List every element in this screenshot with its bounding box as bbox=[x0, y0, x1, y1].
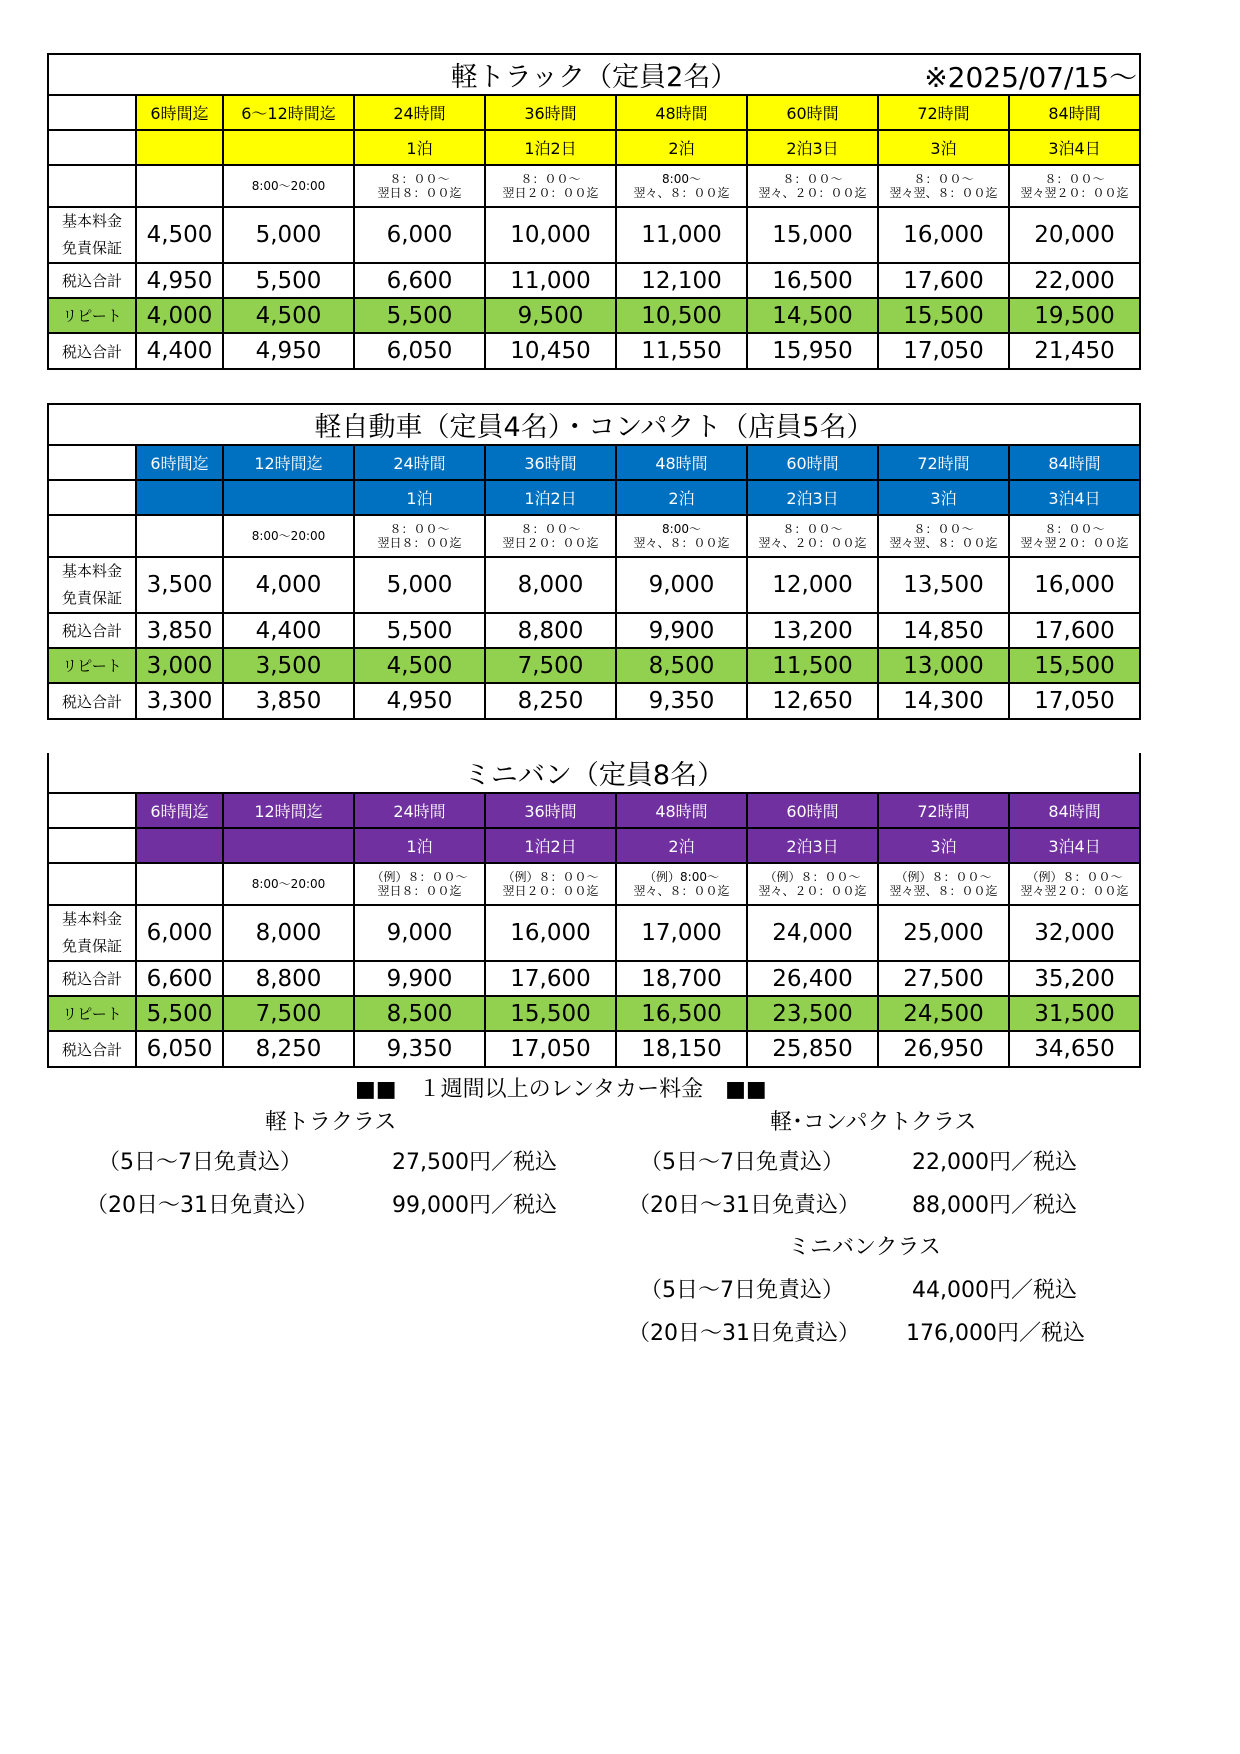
nights-cell bbox=[136, 480, 223, 515]
repeat-price: 14,500 bbox=[747, 298, 878, 333]
duration-header: 60時間 bbox=[747, 793, 878, 828]
tax-total-price: 6,600 bbox=[354, 263, 485, 298]
base-price: 24,000 bbox=[747, 905, 878, 961]
time-range-cell bbox=[1009, 515, 1140, 557]
tax-total-price: 17,600 bbox=[1009, 613, 1140, 648]
time-range-start: ８：００～ bbox=[1044, 522, 1105, 536]
time-range-cell bbox=[485, 165, 616, 207]
time-range-end: 翌々翌、８：００迄 bbox=[889, 536, 998, 550]
tax-total-price: 9,900 bbox=[354, 961, 485, 996]
time-range-start: （例）８：００～ bbox=[895, 870, 992, 884]
time-range-start: ８：００～ bbox=[782, 172, 843, 186]
repeat-tax-total-price: 4,400 bbox=[136, 333, 223, 369]
tax-total-price: 5,500 bbox=[354, 613, 485, 648]
time-range-cell bbox=[223, 863, 354, 905]
weekly-rates-title: ■■ １週間以上のレンタカー料金 ■■ bbox=[355, 1077, 767, 1102]
tax-total-price: 22,000 bbox=[1009, 263, 1140, 298]
time-range-start: （例）８：００～ bbox=[764, 870, 861, 884]
time-range-cell bbox=[878, 863, 1009, 905]
weekly-truck-label-2: （20日～31日免責込） bbox=[86, 1193, 318, 1218]
duration-header: 48時間 bbox=[616, 95, 747, 130]
table-title: ミニバン（定員8名） bbox=[463, 760, 725, 791]
repeat-tax-total-price: 14,300 bbox=[878, 683, 1009, 719]
repeat-price: 19,500 bbox=[1009, 298, 1140, 333]
nights-cell: 1泊 bbox=[354, 480, 485, 515]
repeat-price: 7,500 bbox=[485, 648, 616, 683]
duration-header: 24時間 bbox=[354, 445, 485, 480]
repeat-price: 8,500 bbox=[616, 648, 747, 683]
duration-header: 60時間 bbox=[747, 95, 878, 130]
tax-total-price: 12,100 bbox=[616, 263, 747, 298]
duration-header: 24時間 bbox=[354, 793, 485, 828]
duration-header: 84時間 bbox=[1009, 445, 1140, 480]
base-price: 4,000 bbox=[223, 557, 354, 613]
nights-cell: 1泊2日 bbox=[485, 828, 616, 863]
nights-cell bbox=[223, 828, 354, 863]
repeat-price: 4,000 bbox=[136, 298, 223, 333]
repeat-price: 15,500 bbox=[878, 298, 1009, 333]
nights-cell: 3泊 bbox=[878, 828, 1009, 863]
repeat-tax-total-price: 6,050 bbox=[136, 1031, 223, 1067]
time-range-cell bbox=[1009, 165, 1140, 207]
tax-total-price: 8,800 bbox=[223, 961, 354, 996]
repeat-tax-total-price: 21,450 bbox=[1009, 333, 1140, 369]
time-range-start: 8:00～ bbox=[662, 522, 701, 536]
times-blank-cell bbox=[48, 515, 136, 557]
time-range-cell bbox=[878, 515, 1009, 557]
time-range-cell bbox=[354, 165, 485, 207]
time-range-cell bbox=[136, 165, 223, 207]
nights-cell: 3泊4日 bbox=[1009, 130, 1140, 165]
kei-truck-rate-table bbox=[47, 53, 1141, 370]
duration-header: 60時間 bbox=[747, 445, 878, 480]
tax-total-price: 17,600 bbox=[485, 961, 616, 996]
repeat-price: 16,500 bbox=[616, 996, 747, 1031]
repeat-tax-total-price: 6,050 bbox=[354, 333, 485, 369]
repeat-price: 4,500 bbox=[354, 648, 485, 683]
time-range-start: ８：００～ bbox=[782, 522, 843, 536]
tax-total-price: 17,600 bbox=[878, 263, 1009, 298]
repeat-label: リピート bbox=[48, 648, 136, 683]
weekly-compact-price-1: 22,000円／税込 bbox=[912, 1150, 1077, 1175]
weekly-compact-price-2: 88,000円／税込 bbox=[912, 1193, 1077, 1218]
repeat-tax-total-label: 税込合計 bbox=[48, 1031, 136, 1067]
time-range-end: 翌日２０：００迄 bbox=[502, 186, 599, 200]
tax-total-price: 14,850 bbox=[878, 613, 1009, 648]
base-price: 5,000 bbox=[223, 207, 354, 263]
base-price: 16,000 bbox=[485, 905, 616, 961]
waiver-label: 免責保証 bbox=[61, 589, 122, 607]
time-range-start: ８：００～ bbox=[520, 172, 581, 186]
time-range-end: 翌々、８：００迄 bbox=[633, 186, 730, 200]
time-range-start: （例）８：００～ bbox=[502, 870, 599, 884]
nights-cell: 3泊4日 bbox=[1009, 480, 1140, 515]
weekly-truck-class: 軽トラクラス bbox=[265, 1110, 397, 1135]
tax-total-price: 8,800 bbox=[485, 613, 616, 648]
header-blank-cell bbox=[48, 95, 136, 130]
time-range-cell bbox=[354, 863, 485, 905]
times-blank-cell bbox=[48, 863, 136, 905]
weekly-truck-price-1: 27,500円／税込 bbox=[392, 1150, 557, 1175]
table-title-cell bbox=[48, 54, 1140, 95]
time-range-cell bbox=[747, 515, 878, 557]
table-title-cell bbox=[48, 753, 1140, 793]
base-price: 13,500 bbox=[878, 557, 1009, 613]
repeat-tax-total-price: 26,950 bbox=[878, 1031, 1009, 1067]
time-range-end: 翌々、８：００迄 bbox=[633, 536, 730, 550]
time-range-start: 8:00～20:00 bbox=[251, 877, 326, 891]
nights-cell: 2泊3日 bbox=[747, 828, 878, 863]
repeat-price: 10,500 bbox=[616, 298, 747, 333]
tax-total-price: 26,400 bbox=[747, 961, 878, 996]
base-price: 15,000 bbox=[747, 207, 878, 263]
repeat-tax-total-price: 3,300 bbox=[136, 683, 223, 719]
tax-total-price: 35,200 bbox=[1009, 961, 1140, 996]
duration-header: 84時間 bbox=[1009, 95, 1140, 130]
duration-header: 6時間迄 bbox=[136, 445, 223, 480]
weekly-minivan-class: ミニバンクラス bbox=[788, 1235, 941, 1260]
nights-cell: 1泊2日 bbox=[485, 130, 616, 165]
duration-header: 48時間 bbox=[616, 445, 747, 480]
tax-total-price: 3,850 bbox=[136, 613, 223, 648]
time-range-end: 翌日２０：００迄 bbox=[502, 884, 599, 898]
repeat-tax-total-price: 3,850 bbox=[223, 683, 354, 719]
base-price: 20,000 bbox=[1009, 207, 1140, 263]
nights-cell: 2泊 bbox=[616, 828, 747, 863]
repeat-tax-total-price: 4,950 bbox=[354, 683, 485, 719]
nights-cell: 3泊 bbox=[878, 480, 1009, 515]
time-range-start: ８：００～ bbox=[389, 522, 450, 536]
nights-cell: 1泊 bbox=[354, 130, 485, 165]
base-price: 6,000 bbox=[354, 207, 485, 263]
time-range-start: ８：００～ bbox=[520, 522, 581, 536]
repeat-tax-total-price: 18,150 bbox=[616, 1031, 747, 1067]
time-range-start: （例）８：００～ bbox=[371, 870, 468, 884]
time-range-cell bbox=[878, 165, 1009, 207]
base-price: 16,000 bbox=[878, 207, 1009, 263]
duration-header: 6時間迄 bbox=[136, 95, 223, 130]
time-range-end: 翌々、２０：００迄 bbox=[758, 186, 867, 200]
time-range-cell bbox=[485, 515, 616, 557]
time-range-start: 8:00～20:00 bbox=[251, 179, 326, 193]
time-range-cell bbox=[136, 863, 223, 905]
time-range-cell bbox=[136, 515, 223, 557]
time-range-cell bbox=[616, 515, 747, 557]
repeat-tax-total-price: 17,050 bbox=[878, 333, 1009, 369]
nights-cell bbox=[223, 130, 354, 165]
weekly-truck-label-1: （5日～7日免責込） bbox=[98, 1150, 302, 1175]
time-range-end: 翌々翌２０：００迄 bbox=[1020, 186, 1129, 200]
base-price-label bbox=[48, 905, 136, 961]
base-price: 16,000 bbox=[1009, 557, 1140, 613]
duration-header: 48時間 bbox=[616, 793, 747, 828]
duration-header: 72時間 bbox=[878, 445, 1009, 480]
base-label: 基本料金 bbox=[61, 212, 122, 230]
tax-total-label: 税込合計 bbox=[48, 961, 136, 996]
repeat-tax-total-price: 17,050 bbox=[485, 1031, 616, 1067]
repeat-price: 15,500 bbox=[1009, 648, 1140, 683]
base-price: 9,000 bbox=[616, 557, 747, 613]
nights-blank-cell bbox=[48, 828, 136, 863]
repeat-price: 8,500 bbox=[354, 996, 485, 1031]
repeat-tax-total-price: 8,250 bbox=[223, 1031, 354, 1067]
repeat-tax-total-price: 25,850 bbox=[747, 1031, 878, 1067]
time-range-start: 8:00～ bbox=[662, 172, 701, 186]
time-range-cell bbox=[747, 863, 878, 905]
repeat-tax-total-price: 12,650 bbox=[747, 683, 878, 719]
tax-total-label: 税込合計 bbox=[48, 613, 136, 648]
nights-cell: 2泊 bbox=[616, 130, 747, 165]
repeat-price: 4,500 bbox=[223, 298, 354, 333]
weekly-compact-class: 軽･コンパクトクラス bbox=[770, 1110, 977, 1135]
nights-cell bbox=[136, 828, 223, 863]
repeat-price: 15,500 bbox=[485, 996, 616, 1031]
tax-total-price: 4,950 bbox=[136, 263, 223, 298]
time-range-end: 翌々、８：００迄 bbox=[633, 884, 730, 898]
time-range-end: 翌日８：００迄 bbox=[377, 884, 462, 898]
duration-header: 36時間 bbox=[485, 95, 616, 130]
repeat-label: リピート bbox=[48, 996, 136, 1031]
duration-header: 6時間迄 bbox=[136, 793, 223, 828]
repeat-tax-total-price: 17,050 bbox=[1009, 683, 1140, 719]
repeat-tax-total-label: 税込合計 bbox=[48, 333, 136, 369]
time-range-cell bbox=[223, 165, 354, 207]
base-price: 12,000 bbox=[747, 557, 878, 613]
repeat-price: 5,500 bbox=[354, 298, 485, 333]
nights-blank-cell bbox=[48, 480, 136, 515]
time-range-cell bbox=[616, 863, 747, 905]
base-price: 8,000 bbox=[223, 905, 354, 961]
duration-header: 12時間迄 bbox=[223, 793, 354, 828]
tax-total-price: 18,700 bbox=[616, 961, 747, 996]
repeat-tax-total-price: 11,550 bbox=[616, 333, 747, 369]
nights-blank-cell bbox=[48, 130, 136, 165]
base-label: 基本料金 bbox=[61, 910, 122, 928]
weekly-minivan-label-2: （20日～31日免責込） bbox=[628, 1321, 860, 1346]
base-price: 25,000 bbox=[878, 905, 1009, 961]
duration-header: 12時間迄 bbox=[223, 445, 354, 480]
nights-cell: 2泊 bbox=[616, 480, 747, 515]
nights-cell: 3泊4日 bbox=[1009, 828, 1140, 863]
duration-header: 24時間 bbox=[354, 95, 485, 130]
base-price: 6,000 bbox=[136, 905, 223, 961]
base-price-label bbox=[48, 207, 136, 263]
effective-date: ※2025/07/15～ bbox=[924, 61, 1138, 94]
nights-cell: 1泊2日 bbox=[485, 480, 616, 515]
header-blank-cell bbox=[48, 793, 136, 828]
duration-header: 6～12時間迄 bbox=[223, 95, 354, 130]
time-range-start: （例）８：００～ bbox=[1026, 870, 1123, 884]
nights-cell: 1泊 bbox=[354, 828, 485, 863]
table-title: 軽トラック（定員2名） bbox=[450, 62, 738, 93]
base-price: 32,000 bbox=[1009, 905, 1140, 961]
repeat-tax-total-price: 4,950 bbox=[223, 333, 354, 369]
weekly-minivan-price-2: 176,000円／税込 bbox=[906, 1321, 1085, 1346]
nights-cell: 2泊3日 bbox=[747, 480, 878, 515]
base-price: 3,500 bbox=[136, 557, 223, 613]
time-range-end: 翌々翌、８：００迄 bbox=[889, 884, 998, 898]
time-range-end: 翌日８：００迄 bbox=[377, 536, 462, 550]
time-range-end: 翌々、２０：００迄 bbox=[758, 884, 867, 898]
weekly-compact-label-1: （5日～7日免責込） bbox=[640, 1150, 844, 1175]
times-blank-cell bbox=[48, 165, 136, 207]
time-range-end: 翌日２０：００迄 bbox=[502, 536, 599, 550]
repeat-price: 24,500 bbox=[878, 996, 1009, 1031]
duration-header: 36時間 bbox=[485, 793, 616, 828]
table-title-cell bbox=[48, 404, 1140, 445]
tax-total-price: 16,500 bbox=[747, 263, 878, 298]
repeat-price: 13,000 bbox=[878, 648, 1009, 683]
kei-compact-rate-table bbox=[47, 403, 1141, 720]
repeat-price: 5,500 bbox=[136, 996, 223, 1031]
tax-total-price: 6,600 bbox=[136, 961, 223, 996]
duration-header: 72時間 bbox=[878, 793, 1009, 828]
time-range-start: ８：００～ bbox=[1044, 172, 1105, 186]
nights-cell bbox=[223, 480, 354, 515]
time-range-end: 翌々翌２０：００迄 bbox=[1020, 884, 1129, 898]
tax-total-price: 5,500 bbox=[223, 263, 354, 298]
repeat-price: 23,500 bbox=[747, 996, 878, 1031]
repeat-price: 9,500 bbox=[485, 298, 616, 333]
time-range-start: 8:00～20:00 bbox=[251, 529, 326, 543]
duration-header: 72時間 bbox=[878, 95, 1009, 130]
nights-cell bbox=[136, 130, 223, 165]
base-price: 17,000 bbox=[616, 905, 747, 961]
duration-header: 84時間 bbox=[1009, 793, 1140, 828]
time-range-end: 翌々翌、８：００迄 bbox=[889, 186, 998, 200]
base-label: 基本料金 bbox=[61, 562, 122, 580]
tax-total-price: 27,500 bbox=[878, 961, 1009, 996]
base-price: 8,000 bbox=[485, 557, 616, 613]
time-range-cell bbox=[354, 515, 485, 557]
base-price: 11,000 bbox=[616, 207, 747, 263]
time-range-end: 翌々翌２０：００迄 bbox=[1020, 536, 1129, 550]
repeat-tax-total-price: 9,350 bbox=[354, 1031, 485, 1067]
repeat-tax-total-price: 34,650 bbox=[1009, 1031, 1140, 1067]
repeat-label: リピート bbox=[48, 298, 136, 333]
repeat-price: 31,500 bbox=[1009, 996, 1140, 1031]
repeat-tax-total-price: 10,450 bbox=[485, 333, 616, 369]
repeat-tax-total-label: 税込合計 bbox=[48, 683, 136, 719]
weekly-truck-price-2: 99,000円／税込 bbox=[392, 1193, 557, 1218]
repeat-tax-total-price: 15,950 bbox=[747, 333, 878, 369]
minivan-rate-table bbox=[47, 753, 1141, 1068]
time-range-start: ８：００～ bbox=[913, 172, 974, 186]
base-price-label bbox=[48, 557, 136, 613]
repeat-price: 11,500 bbox=[747, 648, 878, 683]
table-title: 軽自動車（定員4名）・コンパクト（店員5名） bbox=[314, 412, 874, 443]
tax-total-price: 11,000 bbox=[485, 263, 616, 298]
nights-cell: 2泊3日 bbox=[747, 130, 878, 165]
time-range-cell bbox=[485, 863, 616, 905]
repeat-tax-total-price: 8,250 bbox=[485, 683, 616, 719]
time-range-start: ８：００～ bbox=[913, 522, 974, 536]
tax-total-label: 税込合計 bbox=[48, 263, 136, 298]
tax-total-price: 4,400 bbox=[223, 613, 354, 648]
waiver-label: 免責保証 bbox=[61, 239, 122, 257]
tax-total-price: 9,900 bbox=[616, 613, 747, 648]
base-price: 10,000 bbox=[485, 207, 616, 263]
time-range-start: （例）8:00～ bbox=[644, 870, 719, 884]
weekly-minivan-label-1: （5日～7日免責込） bbox=[640, 1278, 844, 1303]
repeat-price: 7,500 bbox=[223, 996, 354, 1031]
nights-cell: 3泊 bbox=[878, 130, 1009, 165]
time-range-cell bbox=[223, 515, 354, 557]
tax-total-price: 13,200 bbox=[747, 613, 878, 648]
time-range-end: 翌々、２０：００迄 bbox=[758, 536, 867, 550]
waiver-label: 免責保証 bbox=[61, 937, 122, 955]
base-price: 5,000 bbox=[354, 557, 485, 613]
repeat-price: 3,000 bbox=[136, 648, 223, 683]
repeat-tax-total-price: 9,350 bbox=[616, 683, 747, 719]
weekly-minivan-price-1: 44,000円／税込 bbox=[912, 1278, 1077, 1303]
repeat-price: 3,500 bbox=[223, 648, 354, 683]
base-price: 4,500 bbox=[136, 207, 223, 263]
duration-header: 36時間 bbox=[485, 445, 616, 480]
header-blank-cell bbox=[48, 445, 136, 480]
base-price: 9,000 bbox=[354, 905, 485, 961]
weekly-compact-label-2: （20日～31日免責込） bbox=[628, 1193, 860, 1218]
time-range-cell bbox=[747, 165, 878, 207]
time-range-cell bbox=[1009, 863, 1140, 905]
time-range-start: ８：００～ bbox=[389, 172, 450, 186]
time-range-end: 翌日８：００迄 bbox=[377, 186, 462, 200]
time-range-cell bbox=[616, 165, 747, 207]
